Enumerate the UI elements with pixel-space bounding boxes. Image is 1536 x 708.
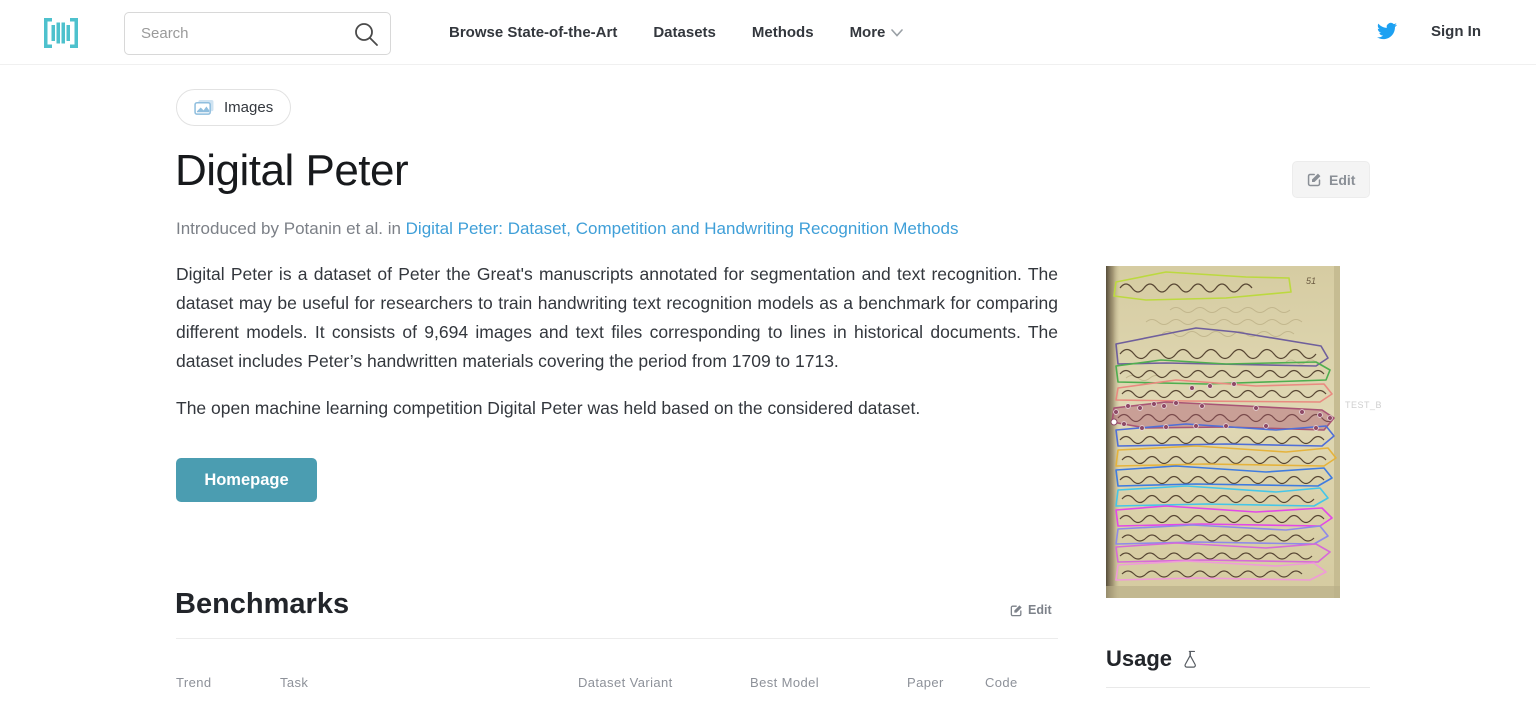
edit-dataset-label: Edit	[1329, 171, 1356, 188]
col-header-task: Task	[280, 675, 309, 690]
introduced-by-line	[176, 219, 958, 239]
search-icon[interactable]	[353, 21, 379, 47]
search-box	[124, 12, 391, 55]
description-paragraph-1: Digital Peter is a dataset of Peter the Great's manuscripts annotated for segmentation and text recognition. The dataset may be useful for researchers to train handwriting text recognition models as a benchmark for comparing different models. It consists of 9,694 images and text files corresponding to lines in historical documents. The dataset includes Peter’s handwritten materials covering the period from 1709 to 1713.	[176, 264, 1058, 371]
col-header-dataset-variant: Dataset Variant	[578, 675, 673, 690]
usage-divider	[1106, 687, 1370, 688]
col-header-trend: Trend	[176, 675, 212, 690]
paper-link[interactable]: Digital Peter: Dataset, Competition and Handwriting Recognition Methods	[405, 219, 959, 238]
nav-browse-sota[interactable]: Browse State-of-the-Art	[449, 24, 618, 41]
nav-methods[interactable]: Methods	[751, 24, 814, 41]
nav-more-label: More	[849, 24, 886, 41]
chevron-down-icon	[891, 29, 903, 37]
image-annotation-tag: TEST_B	[1345, 400, 1383, 410]
search-input[interactable]	[124, 12, 391, 55]
sign-in-button[interactable]: Sign In	[1431, 23, 1481, 40]
pencil-square-icon	[1307, 172, 1322, 187]
dataset-sample-image[interactable]	[1106, 266, 1340, 598]
description-paragraph-2: The open machine learning competition Digital Peter was held based on the considered dataset.	[176, 398, 921, 418]
usage-section-header	[1106, 646, 1198, 672]
col-header-code: Code	[985, 675, 1018, 690]
benchmarks-table-header	[176, 675, 1058, 690]
nav-more[interactable]	[850, 24, 904, 41]
flask-icon	[1181, 650, 1198, 669]
homepage-button[interactable]: Homepage	[176, 458, 317, 502]
modality-badge-images[interactable]	[176, 89, 291, 126]
manuscript-page-number: 51	[1306, 276, 1317, 286]
benchmarks-heading: Benchmarks	[175, 588, 350, 620]
modality-badge-label: Images	[224, 99, 274, 116]
benchmarks-divider	[176, 638, 1058, 639]
images-icon	[194, 99, 215, 116]
main-nav	[449, 0, 903, 65]
papers-with-code-logo-icon[interactable]	[44, 17, 78, 49]
introduced-by-text: Introduced by Potanin et al. in	[176, 219, 406, 238]
nav-datasets[interactable]: Datasets	[653, 24, 716, 41]
twitter-icon[interactable]	[1375, 21, 1399, 41]
pencil-square-icon	[1010, 604, 1023, 617]
col-header-best-model: Best Model	[750, 675, 820, 690]
top-nav-bar	[0, 0, 1536, 65]
col-header-paper: Paper	[907, 675, 944, 690]
edit-benchmarks-label: Edit	[1028, 603, 1052, 617]
edit-benchmarks-link[interactable]	[1010, 603, 1052, 617]
page-title: Digital Peter	[175, 146, 409, 195]
edit-dataset-button[interactable]	[1292, 161, 1370, 198]
usage-heading: Usage	[1106, 646, 1173, 671]
